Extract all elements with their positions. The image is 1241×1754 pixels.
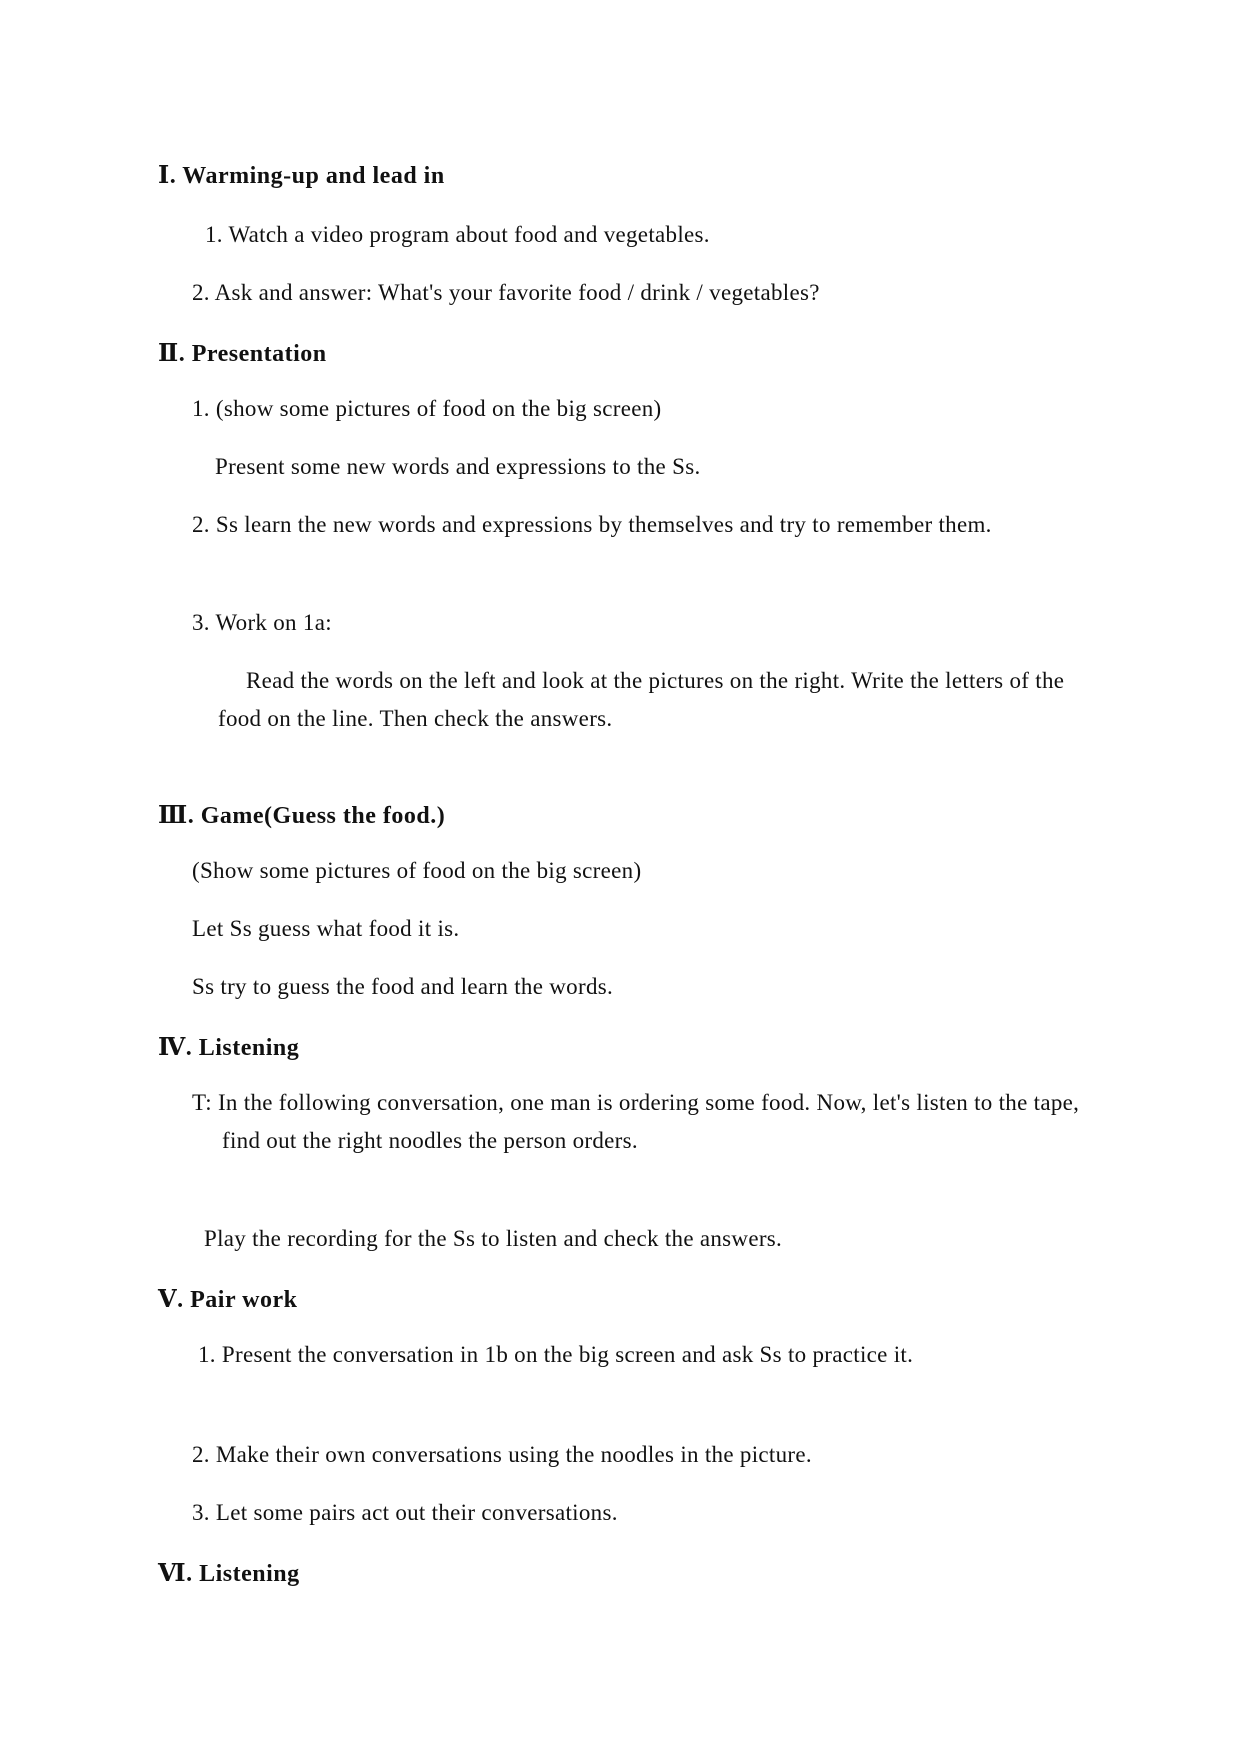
presentation-item-3-detail: Read the words on the left and look at the pictures on the right. Write the letters of the food on the line. Then check the answers. — [218, 668, 1065, 731]
listening-item-1: T: In the following conversation, one man is ordering some food. Now, let's listen to the tape, find out the right noodles the person orders. — [192, 1090, 1080, 1153]
section-heading-warming-up: Ⅰ. Warming-up and lead in — [158, 163, 445, 189]
warming-item-1: 1. Watch a video program about food and vegetables. — [205, 222, 710, 247]
pair-work-item-1: 1. Present the conversation in 1b on the big screen and ask Ss to practice it. — [198, 1342, 914, 1367]
game-item-2: Let Ss guess what food it is. — [192, 916, 460, 941]
presentation-item-2: 2. Ss learn the new words and expressions by themselves and try to remember them. — [192, 512, 992, 537]
listening-item-2: Play the recording for the Ss to listen and check the answers. — [204, 1226, 783, 1251]
section-heading-pair-work: Ⅴ. Pair work — [158, 1287, 298, 1313]
presentation-item-1-detail: Present some new words and expressions to the Ss. — [215, 454, 701, 479]
section-heading-game: Ⅲ. Game(Guess the food.) — [158, 803, 446, 829]
game-item-3: Ss try to guess the food and learn the words. — [192, 974, 614, 999]
presentation-item-1: 1. (show some pictures of food on the big screen) — [192, 396, 662, 421]
pair-work-item-2: 2. Make their own conversations using the noodles in the picture. — [192, 1442, 812, 1467]
game-item-1: (Show some pictures of food on the big screen) — [192, 858, 642, 883]
section-heading-presentation: Ⅱ. Presentation — [158, 341, 327, 367]
section-heading-listening: Ⅳ. Listening — [158, 1035, 300, 1061]
presentation-item-3: 3. Work on 1a: — [192, 610, 332, 635]
section-heading-listening-2: Ⅵ. Listening — [158, 1561, 300, 1587]
warming-item-2: 2. Ask and answer: What's your favorite food / drink / vegetables? — [192, 280, 820, 305]
pair-work-item-3: 3. Let some pairs act out their conversations. — [192, 1500, 618, 1525]
